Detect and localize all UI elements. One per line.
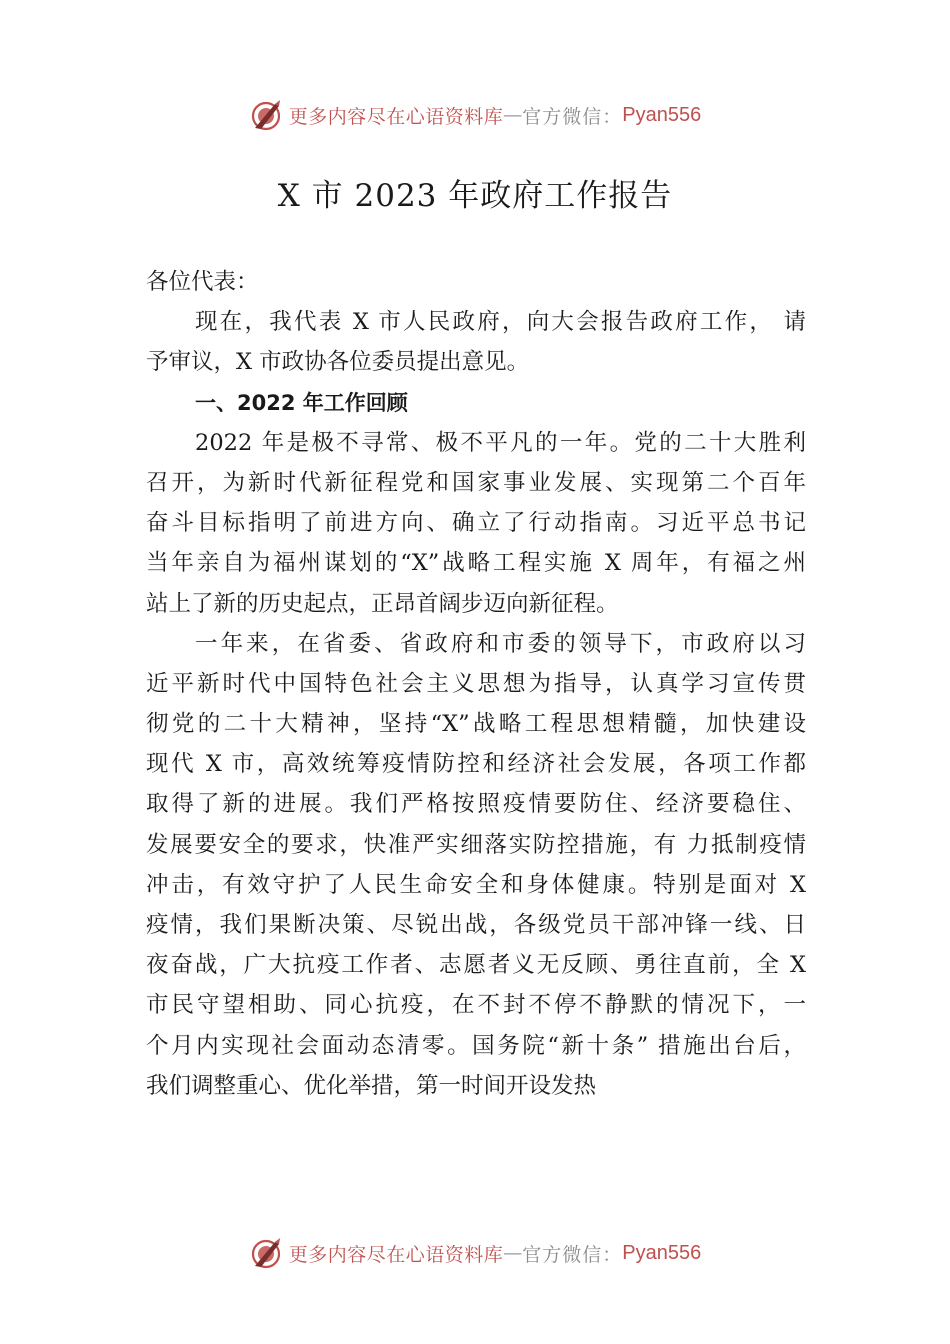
paragraph-line: 近平新时代中国特色社会主义思想为指导，认真学习宣传贯	[146, 670, 806, 697]
paragraph-line: 站上了新的历史起点，正昂首阔步迈向新征程。	[146, 590, 619, 617]
section-heading: 一、2022 年工作回顾	[195, 390, 408, 415]
paragraph-line: 发展要安全的要求，快准严实细落实防控措施，有 力抵制疫情	[146, 831, 806, 858]
paragraph-line: 疫情，我们果断决策、尽锐出战，各级党员干部冲锋一线、日	[146, 912, 806, 938]
document-body	[146, 262, 806, 1106]
banner-wechat-id: Pyan556	[622, 1241, 702, 1264]
paragraph-line: 现代 X 市，高效统筹疫情防控和经济社会发展，各项工作都	[146, 751, 806, 778]
salutation: 各位代表：	[146, 269, 259, 295]
document-title: X 市 2023 年政府工作报告	[277, 178, 673, 214]
paragraph-line: 召开，为新时代新征程党和国家事业发展、实现第二个百年	[146, 469, 806, 496]
banner-wechat-label: 官方微信：	[522, 1243, 623, 1266]
paragraph-line: 取得了新的进展。我们严格按照疫情要防住、经济要稳住、	[146, 791, 806, 818]
paragraph-line: 市民守望相助、同心抗疫，在不封不停不静默的情况下，一	[146, 992, 806, 1019]
banner-dash: —	[503, 1242, 523, 1264]
banner-promo-text: 更多内容尽在心语资料库	[288, 105, 504, 128]
paragraph-line: 冲击，有效守护了人民生命安全和身体健康。特别是面对 X	[146, 871, 806, 898]
banner-wechat-label: 官方微信：	[522, 105, 623, 128]
watermark-banner-bottom	[0, 1233, 950, 1273]
intro-line: 现在，我代表 X 市人民政府，向大会报告政府工作， 请	[195, 309, 806, 336]
banner-dash: —	[503, 104, 523, 126]
paragraph-line: 奋斗目标指明了前进方向、确立了行动指南。习近平总书记	[146, 510, 806, 537]
intro-line: 予审议，X 市政协各位委员提出意见。	[146, 349, 530, 376]
paragraph-line: 夜奋战，广大抗疫工作者、志愿者义无反顾、勇往直前，全 X	[146, 952, 806, 979]
paragraph-line: 彻党的二十大精神，坚持“X”战略工程思想精髓，加快建设	[146, 711, 806, 738]
paragraph-line: 一年来，在省委、省政府和市委的领导下，市政府以习	[195, 630, 806, 657]
quill-seal-logo-icon	[249, 1236, 283, 1270]
banner-wechat-id: Pyan556	[622, 103, 702, 126]
paragraph-line: 个月内实现社会面动态清零。国务院“新十条” 措施出台后，	[146, 1032, 806, 1059]
quill-seal-logo-icon	[249, 98, 283, 132]
paragraph-line: 当年亲自为福州谋划的“X”战略工程实施 X 周年，有福之州	[146, 550, 806, 577]
paragraph-line: 我们调整重心、优化举措，第一时间开设发热	[146, 1072, 597, 1099]
paragraph-line: 2022 年是极不寻常、极不平凡的一年。党的二十大胜利	[195, 429, 806, 456]
banner-promo-text: 更多内容尽在心语资料库	[288, 1243, 504, 1266]
watermark-banner-top	[0, 95, 950, 135]
